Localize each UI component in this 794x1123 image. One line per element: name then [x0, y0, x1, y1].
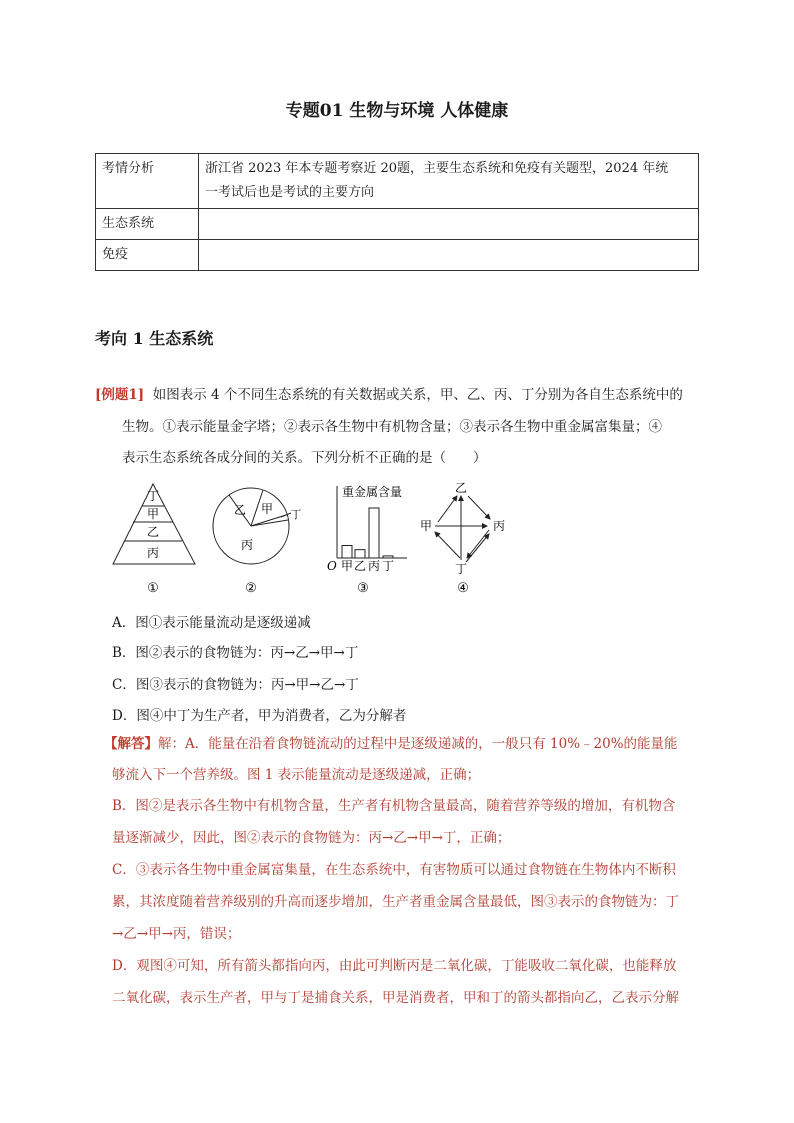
option-d[interactable]: D．图④中丁为生产者，甲为消费者，乙为分解者: [112, 708, 407, 724]
answer-line: C．③表示各生物中重金属富集量，在生态系统中，有害物质可以通过食物链在生物体内不断积: [112, 862, 676, 878]
pie-slice-edge: [251, 515, 286, 526]
answer-line: 累，其浓度随着营养级别的升高而逐步增加，生产者重金属含量最低，图③表示的食物链为：丁: [112, 894, 679, 910]
table-row: [96, 240, 699, 271]
row-label: 生态系统: [96, 209, 199, 240]
figures: [105, 478, 525, 603]
question-text-2: 生物。①表示能量金字塔；②表示各生物中有机物含量；③表示各生物中重金属富集量；④: [122, 419, 662, 435]
option-c[interactable]: C．图③表示的食物链为：丙→甲→乙→丁: [112, 677, 359, 693]
diagram-node: 丙: [492, 519, 506, 533]
arrow-ding-to-bing: [466, 534, 489, 562]
pie-pointer: [281, 513, 291, 517]
x-tick-label: 丁: [381, 559, 395, 573]
table-row: [96, 154, 699, 209]
pie-label: 丁: [290, 508, 302, 521]
pie-label: 丙: [240, 538, 254, 552]
row-label: 考情分析: [96, 154, 199, 209]
pie-label: 乙: [233, 503, 247, 517]
row-content-line: 一考试后也是考试的主要方向: [205, 185, 375, 200]
x-tick-label: 乙: [353, 559, 367, 573]
bar-甲: [342, 546, 352, 559]
figure-number: ③: [357, 581, 369, 596]
bar-丁: [383, 556, 393, 558]
diagram-node: 乙: [454, 481, 468, 495]
pie-slice-edge: [251, 520, 288, 526]
x-tick-label: 甲: [340, 559, 354, 573]
row-content-line: 浙江省 2023 年本专题考察近 20题，主要生态系统和免疫有关题型，2024 年统: [205, 161, 669, 176]
answer-tag: 【解答】: [104, 736, 158, 752]
question-text-3: 表示生态系统各成分间的关系。下列分析不正确的是（ ）: [122, 450, 487, 466]
arrow-yi-to-bing: [468, 496, 490, 519]
row-label: 免疫: [96, 240, 199, 271]
exam-analysis-table: [95, 153, 699, 271]
row-content: [199, 240, 699, 271]
organic-matter-pie: [213, 488, 291, 564]
table-row: [96, 209, 699, 240]
pyramid-level-label: 乙: [146, 525, 160, 539]
answer-line: 二氧化碳，表示生产者，甲与丁是捕食关系，甲是消费者，甲和丁的箭头都指向乙，乙表示分解: [112, 990, 679, 1006]
pie-label: 甲: [260, 502, 274, 516]
answer-line: 量逐渐减少，因此，图②表示的食物链为：丙→乙→甲→丁，正确；: [112, 830, 511, 846]
option-b[interactable]: B．图②表示的食物链为：丙→乙→甲→丁: [112, 645, 359, 661]
answer-line: 够流入下一个营养级。图 1 表示能量流动是逐级递减，正确；: [112, 767, 481, 783]
bar-丙: [369, 508, 379, 558]
pyramid-level-label: 丁: [146, 489, 160, 503]
figure-number: ①: [147, 581, 159, 596]
answer-line: →乙→甲→丙，错误；: [112, 926, 241, 942]
row-content: [199, 154, 699, 209]
figure-number: ④: [457, 581, 469, 596]
diagram-node: 丁: [454, 562, 468, 576]
bar-乙: [355, 550, 365, 558]
y-axis-label: 重金属含量: [342, 485, 403, 499]
x-tick-label: 丙: [367, 559, 381, 573]
origin-label: O: [327, 559, 337, 573]
row-content: [199, 209, 699, 240]
pyramid-level-label: 甲: [146, 507, 160, 521]
pyramid-level-label: 丙: [146, 546, 160, 560]
arrow-ding-to-jia: [435, 532, 460, 558]
ecosystem-diagram: [435, 496, 490, 562]
question-tag: [例题1]: [95, 387, 145, 403]
option-a[interactable]: A．图①表示能量流动是逐级递减: [112, 615, 311, 631]
arrow-bing-to-ding: [467, 530, 489, 558]
answer-line: D．观图④可知，所有箭头都指向丙，由此可判断丙是二氧化碳，丁能吸收二氧化碳，也能释放: [112, 958, 677, 974]
figure-number: ②: [245, 581, 257, 596]
question-text-1: 如图表示 4 个不同生态系统的有关数据或关系，甲、乙、丙、丁分别为各自生态系统中的: [152, 387, 683, 403]
question-line: [95, 381, 683, 409]
section-title: 考向 1 生态系统: [95, 329, 214, 348]
answer-line: B．图②是表示各生物中有机物含量，生产者有机物含量最高，随着营养等级的增加，有机物含: [112, 798, 676, 814]
arrow-jia-to-yi: [438, 496, 457, 522]
page-title: 专题01 生物与环境 人体健康: [285, 101, 509, 121]
diagram-node: 甲: [419, 519, 433, 533]
answer-line: 【解答】解：A．能量在沿着食物链流动的过程中是逐级递减的，一般只有 10%﹣20%的能量能: [104, 736, 678, 752]
